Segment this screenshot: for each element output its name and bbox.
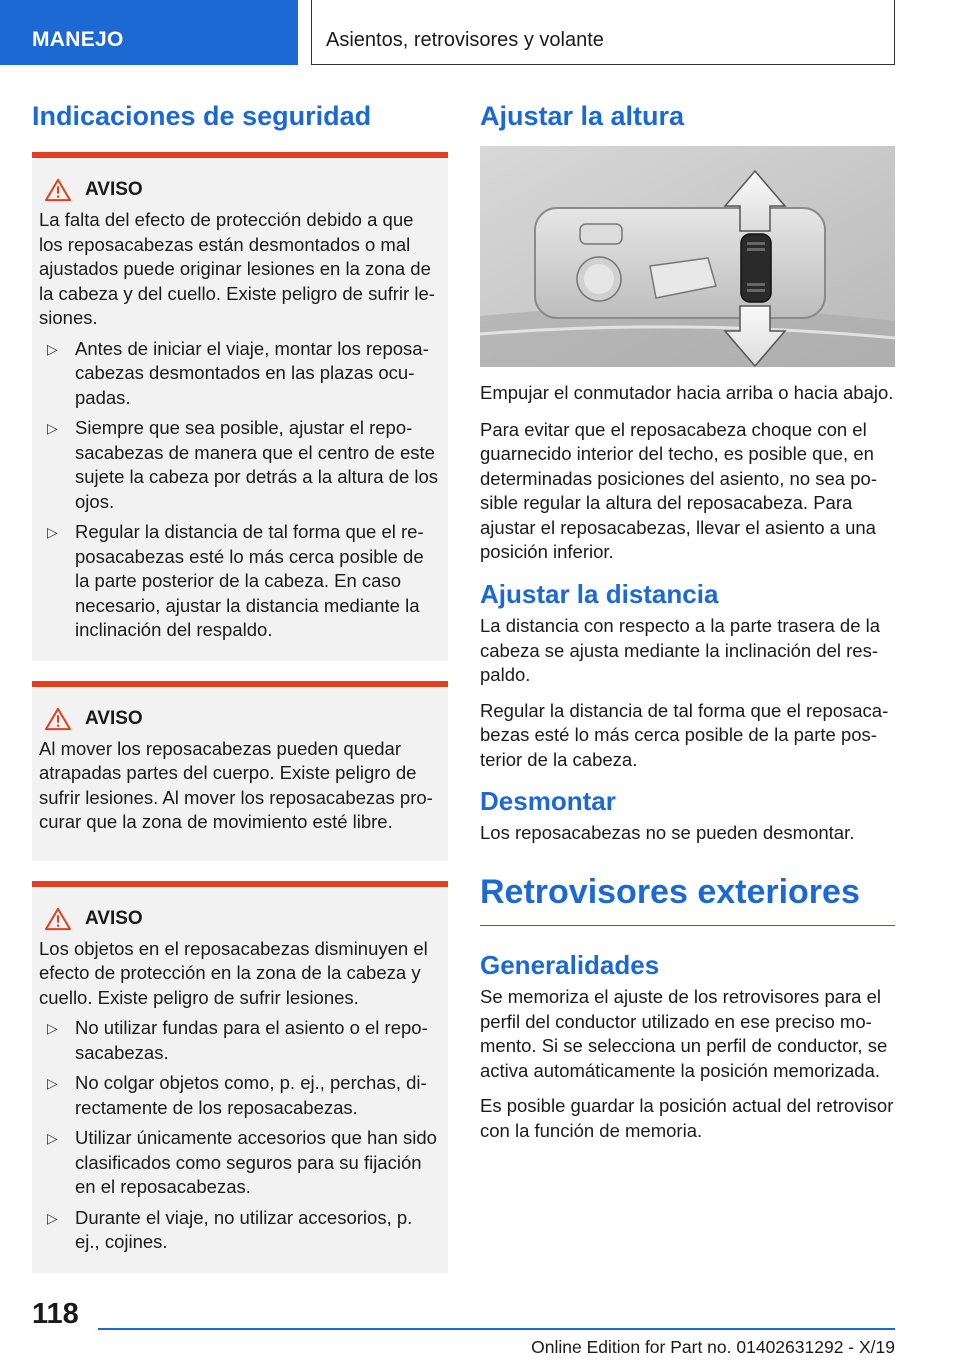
list-item: ▷ Durante el viaje, no utilizar accesorios, p. ej., cojines.	[47, 1206, 413, 1253]
warning-box-2	[32, 681, 448, 861]
page-number: 118	[32, 1298, 79, 1330]
remove-title: Desmontar	[480, 786, 616, 817]
list-item: ▷ No utilizar fundas para el asiento o el reposacabezas.	[47, 1017, 428, 1063]
general-text-2: Es posible guardar la posición actual del retrovisor con la función de memoria.	[480, 1095, 894, 1141]
headrest-switch-illustration	[480, 146, 895, 367]
height-title: Ajustar la altura	[480, 101, 685, 131]
warning-triangle-icon	[43, 178, 73, 202]
warning-box-3	[32, 881, 448, 1273]
general-title: Generalidades	[480, 950, 660, 981]
safety-title: Indicaciones de seguridad	[32, 101, 372, 131]
remove-text: Los reposacabezas no se pueden desmontar.	[480, 822, 855, 844]
distance-text-1: La distancia con respecto a la parte trasera de la cabeza se ajusta mediante la inclinación del respaldo.	[480, 615, 881, 686]
list-item: ▷ No colgar objetos como, p. ej., perchas, directamente de los reposacabezas.	[47, 1072, 427, 1118]
list-item: ▷ Utilizar únicamente accesorios que han sido clasificados como seguros para su fijación en el reposacabezas.	[47, 1127, 437, 1198]
warning-list	[39, 337, 440, 643]
warning-box-1	[32, 152, 448, 661]
triangle-right-icon: ▷	[47, 420, 58, 437]
section-tab	[0, 0, 298, 65]
footer-rule	[98, 1328, 895, 1330]
chapter-title: Asientos, retrovisores y volante	[326, 29, 604, 51]
warning-triangle-icon	[43, 707, 73, 731]
mirrors-title: Retrovisores exteriores	[480, 872, 860, 911]
list-item: ▷ Antes de iniciar el viaje, montar los reposacabezas desmontados en las plazas ocupadas.	[47, 337, 429, 408]
general-text-1: Se memoriza el ajuste de los retrovisores para el perfil del conductor utilizado en ese preciso momento. Si se selecciona un perfil de conductor, se activa automáticamente la posición memorizada.	[480, 986, 888, 1081]
distance-text-2: Regular la distancia de tal forma que el reposacabezas esté lo más cerca posible de la parte posterior de la cabeza.	[480, 699, 889, 770]
warning-label: AVISO	[85, 179, 143, 201]
mirrors-divider	[480, 925, 895, 927]
triangle-right-icon: ▷	[47, 1020, 58, 1037]
warning-header	[39, 907, 440, 931]
height-text-1: Empujar el conmutador hacia arriba o hacia abajo.	[480, 382, 894, 404]
warning-label: AVISO	[85, 707, 143, 729]
section-label: MANEJO	[32, 28, 124, 51]
warning-text: La falta del efecto de protección debido a que los reposacabezas están desmontados o mal ajustados puede originar lesiones en la zona de la cabeza y del cuello. Existe peligro de sufrir lesiones.	[39, 209, 435, 329]
warning-triangle-icon	[43, 907, 73, 931]
warning-label: AVISO	[85, 907, 143, 929]
triangle-right-icon: ▷	[47, 524, 58, 541]
chapter-header	[311, 0, 895, 65]
warning-header	[39, 707, 440, 731]
warning-text: Los objetos en el reposacabezas disminuyen el efecto de protección en la zona de la cabeza y cuello. Existe peligro de sufrir lesiones.	[39, 937, 428, 1008]
triangle-right-icon: ▷	[47, 1209, 58, 1226]
list-item: ▷ Siempre que sea posible, ajustar el reposacabezas de manera que el centro de este sujete la cabeza por detrás a la altura de los ojos.	[47, 417, 439, 512]
distance-title: Ajustar la distancia	[480, 578, 719, 609]
left-column	[32, 100, 448, 1273]
warning-header	[39, 178, 440, 202]
list-item: ▷ Regular la distancia de tal forma que el reposacabezas esté lo más cerca posible de la parte posterior de la cabeza. En caso necesario, ajustar la distancia mediante la inclinación del respaldo.	[47, 521, 424, 641]
triangle-right-icon: ▷	[47, 1130, 58, 1147]
triangle-right-icon: ▷	[47, 340, 58, 357]
warning-list	[39, 1016, 440, 1255]
warning-text: Al mover los reposacabezas pueden quedar atrapadas partes del cuerpo. Existe peligro de sufrir lesiones. Al mover los reposacabezas procurar que la zona de movimiento esté libre.	[39, 737, 433, 833]
triangle-right-icon: ▷	[47, 1075, 58, 1092]
right-column	[480, 100, 895, 1143]
height-text-2: Para evitar que el reposacabeza choque con el guarnecido interior del techo, es posible que, en determinadas posiciones del asiento, no sea posible regular la altura del reposacabeza. Para ajustar el reposacabezas, llevar el asiento a una posición inferior.	[480, 418, 877, 563]
footer-edition: Online Edition for Part no. 01402631292 - X/19	[531, 1337, 895, 1357]
